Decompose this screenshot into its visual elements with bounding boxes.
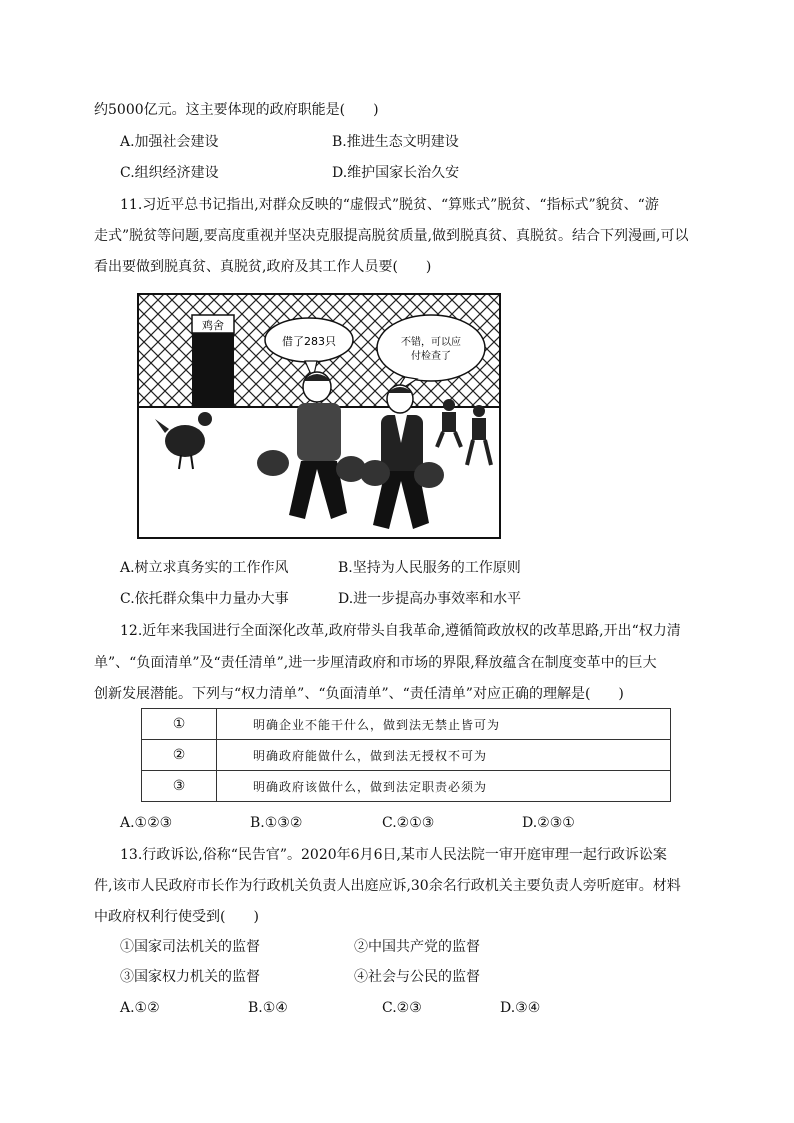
- comic-bubble-2-line-2: 付检查了: [411, 351, 451, 362]
- q13-stem-line-3: 中政府权利行使受到( ): [94, 909, 259, 925]
- comic-bubble-1: 借了283只: [282, 335, 336, 348]
- q13-statement-4: ④社会与公民的监督: [354, 969, 480, 985]
- q13-stem-line-1: 13.行政诉讼,俗称“民告官”。2020年6月6日,某市人民法院一审开庭审理一起行政诉讼案: [120, 847, 667, 863]
- q11-option-d[interactable]: D.进一步提高办事效率和水平: [338, 591, 522, 607]
- table-row: [142, 709, 671, 740]
- table-row: [142, 740, 671, 771]
- comic-sign-text: 鸡舍: [202, 319, 224, 332]
- q13-stem-line-2: 件,该市人民政府市长作为行政机关负责人出庭应诉,30余名行政机关主要负责人旁听庭审。材料: [94, 878, 681, 894]
- table-row-number: ③: [142, 771, 217, 802]
- q13-statement-1: ①国家司法机关的监督: [120, 939, 260, 955]
- table-row-text: 明确企业不能干什么，做到法无禁止皆可为: [217, 709, 671, 740]
- q12-option-b[interactable]: B.①③②: [250, 815, 303, 831]
- q11-stem-line-2: 走式”脱贫等问题,要高度重视并坚决克服提高脱贫质量,做到脱真贫、真脱贫。结合下列漫画,可以: [94, 228, 689, 244]
- q13-option-a[interactable]: A.①②: [120, 1000, 160, 1016]
- q13-option-c[interactable]: C.②③: [382, 1000, 422, 1016]
- q13-option-b[interactable]: B.①④: [248, 1000, 288, 1016]
- q12-stem-line-3: 创新发展潜能。下列与“权力清单”、“负面清单”、“责任清单”对应正确的理解是( ): [94, 686, 624, 702]
- table-row: [142, 771, 671, 802]
- q11-option-c[interactable]: C.依托群众集中力量办大事: [120, 591, 289, 607]
- table-row-text: 明确政府该做什么，做到法定职责必须为: [217, 771, 671, 802]
- q12-option-a[interactable]: A.①②③: [120, 815, 173, 831]
- q10-option-c[interactable]: C.组织经济建设: [120, 165, 219, 181]
- q10-option-d[interactable]: D.维护国家长治久安: [332, 165, 460, 181]
- q12-stem-line-1: 12.近年来我国进行全面深化改革,政府带头自我革命,遵循简政放权的改革思路,开出“权力清: [120, 623, 681, 639]
- table-row-number: ②: [142, 740, 217, 771]
- q13-option-d[interactable]: D.③④: [500, 1000, 541, 1016]
- q12-option-d[interactable]: D.②③①: [522, 815, 575, 831]
- q11-option-a[interactable]: A.树立求真务实的工作作风: [120, 560, 289, 576]
- q10-option-b[interactable]: B.推进生态文明建设: [332, 134, 459, 150]
- table-row-text: 明确政府能做什么，做到法无授权不可为: [217, 740, 671, 771]
- list-comparison-table: [141, 708, 671, 802]
- q11-stem-line-3: 看出要做到脱真贫、真脱贫,政府及其工作人员要( ): [94, 259, 432, 275]
- q10-option-a[interactable]: A.加强社会建设: [120, 134, 219, 150]
- comic-illustration: [137, 293, 501, 539]
- q13-statement-3: ③国家权力机关的监督: [120, 969, 260, 985]
- q12-stem-line-2: 单”、“负面清单”及“责任清单”,进一步厘清政府和市场的界限,释放蕴含在制度变革中的巨大: [94, 655, 657, 671]
- q11-stem-line-1: 11.习近平总书记指出,对群众反映的“虚假式”脱贫、“算账式”脱贫、“指标式”貌贫、“游: [120, 197, 659, 213]
- q11-option-b[interactable]: B.坚持为人民服务的工作原则: [338, 560, 521, 576]
- comic-bubble-2-line-1: 不错，可以应: [401, 337, 461, 348]
- q13-statement-2: ②中国共产党的监督: [354, 939, 480, 955]
- table-row-number: ①: [142, 709, 217, 740]
- q12-option-c[interactable]: C.②①③: [382, 815, 435, 831]
- q10-stem-tail: 约5000亿元。这主要体现的政府职能是( ): [94, 102, 379, 118]
